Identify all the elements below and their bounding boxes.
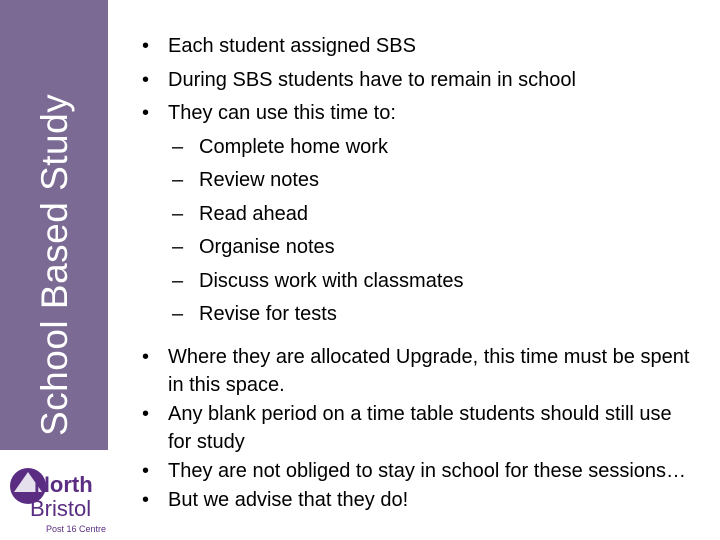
sub-item-text: Revise for tests bbox=[199, 303, 337, 325]
bullet-icon: • bbox=[142, 460, 150, 482]
note-item bbox=[140, 400, 700, 456]
sub-item-text: Read ahead bbox=[199, 202, 308, 225]
bullet-text: During SBS students have to remain in school bbox=[168, 68, 576, 91]
main-content bbox=[140, 30, 700, 332]
logo-line2: Bristol bbox=[30, 496, 92, 521]
dash-icon: – bbox=[172, 202, 184, 225]
north-bristol-logo bbox=[0, 452, 118, 540]
dash-icon: – bbox=[172, 169, 184, 191]
sub-item bbox=[140, 231, 700, 265]
sub-item-text: Organise notes bbox=[199, 236, 335, 258]
note-item bbox=[140, 486, 700, 514]
dash-icon: – bbox=[172, 135, 184, 158]
dash-icon: – bbox=[172, 303, 184, 325]
note-item bbox=[140, 457, 700, 485]
note-text: They are not obliged to stay in school for these sessions… bbox=[168, 460, 687, 482]
sub-item bbox=[140, 164, 700, 198]
note-text: Where they are allocated Upgrade, this time must be spent in this space. bbox=[168, 346, 690, 396]
note-text: But we advise that they do! bbox=[168, 489, 409, 511]
sub-item bbox=[140, 265, 700, 299]
sidebar-title: School Based Study bbox=[34, 93, 75, 436]
bullet-icon: • bbox=[142, 346, 150, 368]
note-text: Any blank period on a time table students should still use for study bbox=[168, 403, 672, 453]
bullet-item bbox=[140, 97, 700, 131]
bullet-icon: • bbox=[142, 102, 150, 124]
bullet-icon: • bbox=[142, 68, 150, 91]
dash-icon: – bbox=[172, 269, 184, 292]
bullet-icon: • bbox=[142, 403, 150, 425]
bullet-item bbox=[140, 30, 700, 64]
bullet-text: They can use this time to: bbox=[168, 102, 396, 124]
sub-item bbox=[140, 198, 700, 232]
note-item bbox=[140, 343, 700, 399]
bullet-icon: • bbox=[142, 35, 150, 57]
sidebar bbox=[0, 0, 108, 450]
bullet-text: Each student assigned SBS bbox=[168, 35, 416, 57]
notes-list bbox=[140, 343, 700, 515]
sub-item-text: Discuss work with classmates bbox=[199, 269, 464, 292]
bullet-icon: • bbox=[142, 489, 150, 511]
sub-item bbox=[140, 131, 700, 165]
bullet-item bbox=[140, 64, 700, 98]
sub-item-text: Review notes bbox=[199, 169, 320, 191]
logo-line1: North bbox=[34, 472, 93, 497]
dash-icon: – bbox=[172, 236, 184, 258]
logo-line3: Post 16 Centre bbox=[46, 524, 107, 534]
sub-item bbox=[140, 298, 700, 332]
sub-item-text: Complete home work bbox=[199, 135, 388, 158]
